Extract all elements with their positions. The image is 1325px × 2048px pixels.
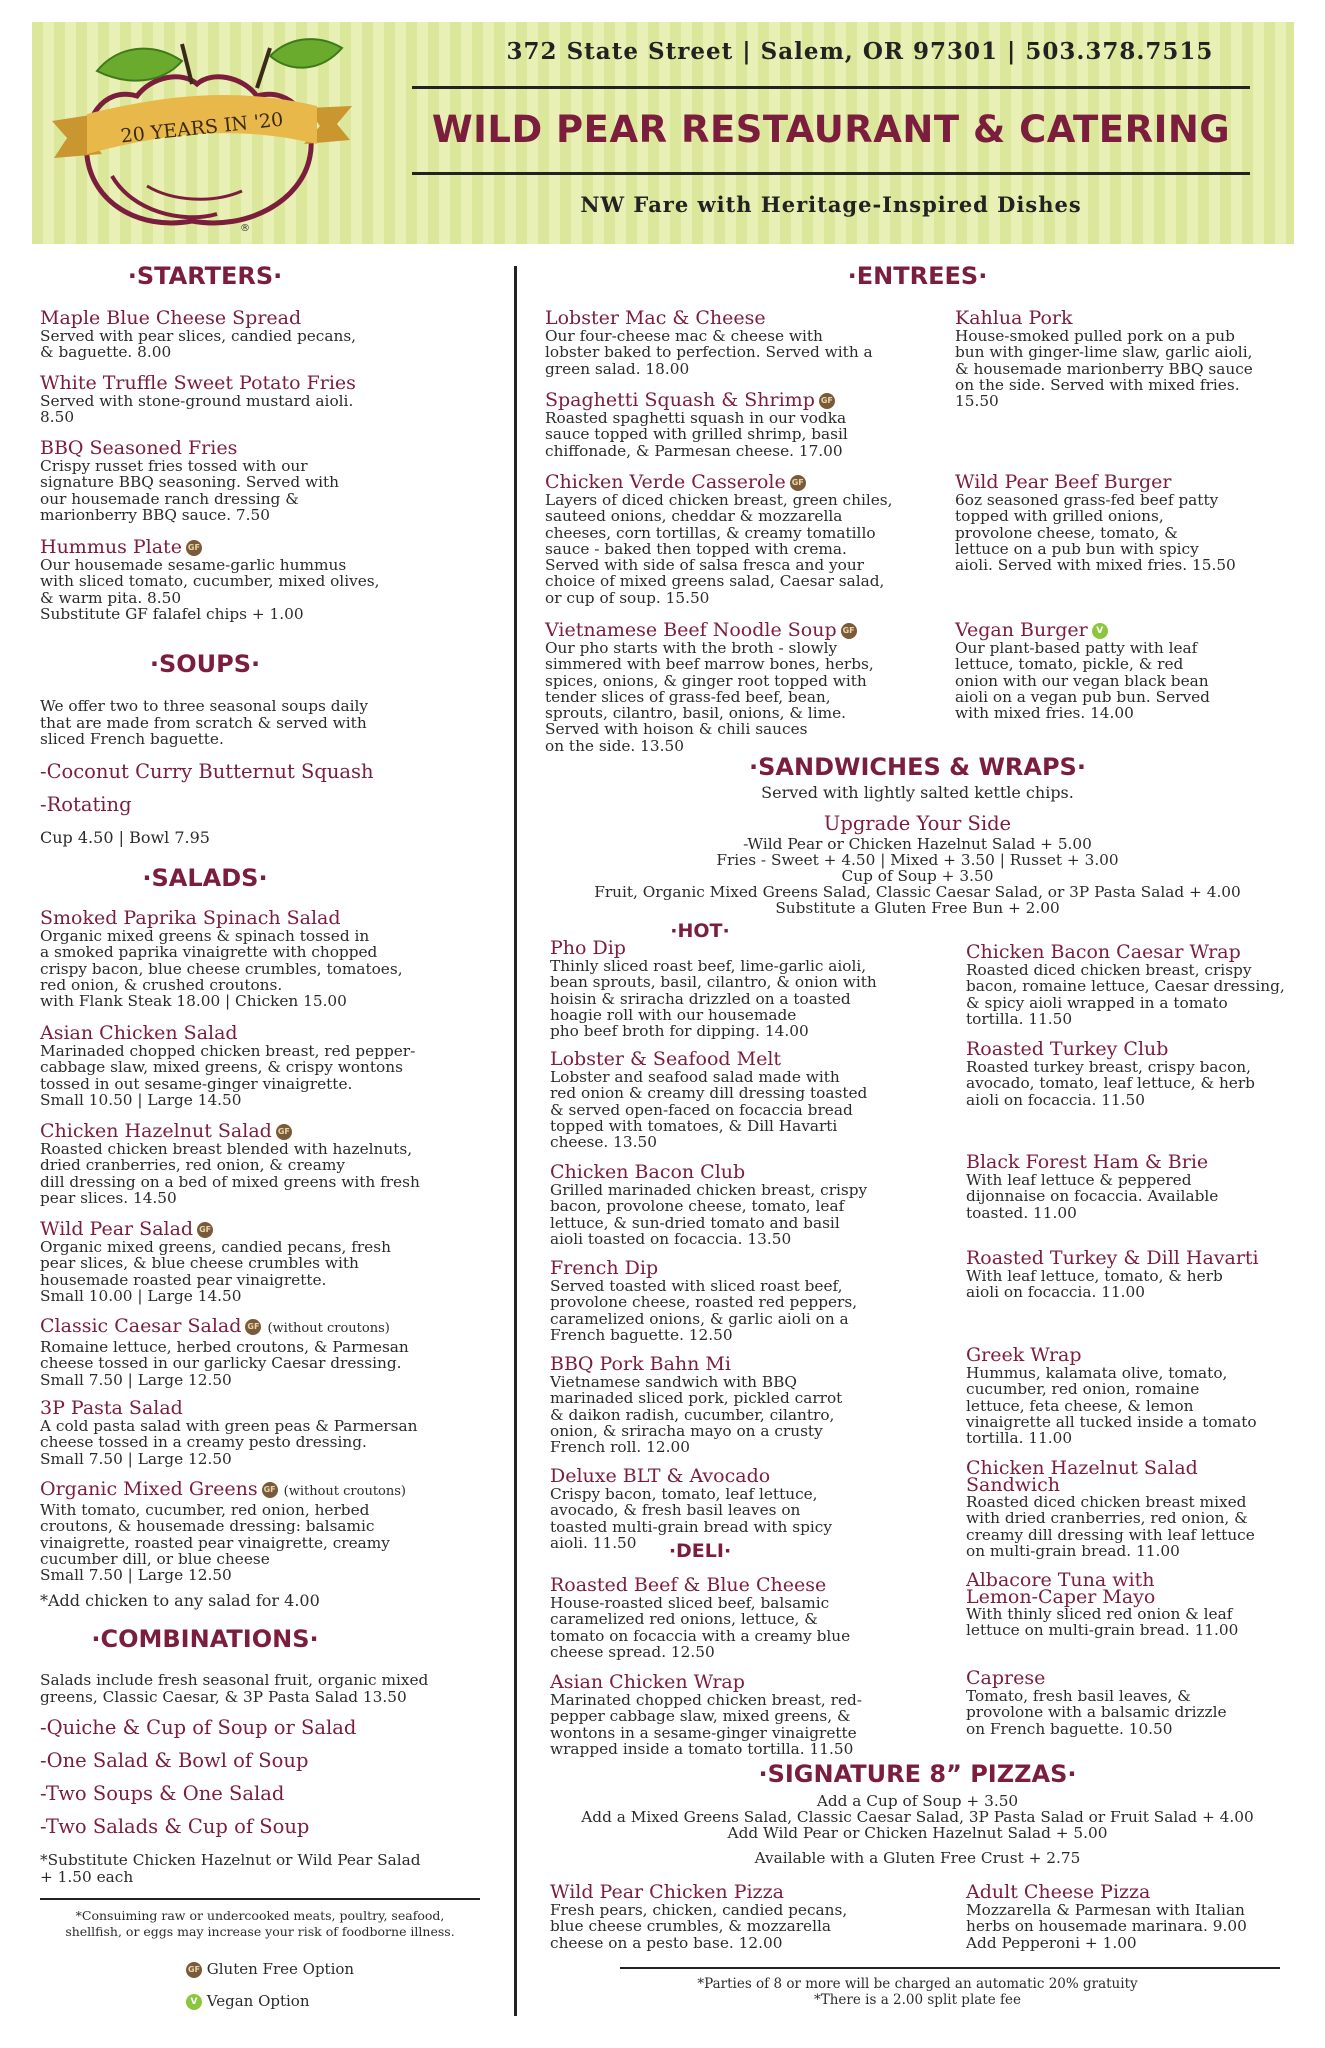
item-name: Kahlua Pork bbox=[955, 307, 1073, 329]
menu-item-caprese bbox=[966, 1668, 1227, 1737]
item-desc: Our plant-based patty with leaf lettuce, tomato, pickle, & red onion with our vegan black bean aioli on a vegan pub bun. Served with mixed fries. 14.00 bbox=[955, 639, 1210, 723]
upgrade-line-2: Fries - Sweet + 4.50 | Mixed + 3.50 | Russet + 3.00 bbox=[716, 851, 1119, 869]
item-name: Caprese bbox=[966, 1667, 1046, 1689]
hot-title: ·HOT· bbox=[670, 920, 730, 942]
column-divider bbox=[514, 266, 517, 2016]
item-name: Deluxe BLT & Avocado bbox=[550, 1465, 771, 1487]
menu-item-pho-soup bbox=[545, 620, 874, 754]
item-desc: Layers of diced chicken breast, green chiles, sauteed onions, cheddar & mozzarella cheeses, corn tortillas, & creamy tomatillo sauce - baked then topped with crema. Served with side of salsa fresca and your choice of mixed greens salad, Caesar salad, or cup of soup. 15.50 bbox=[545, 491, 893, 607]
pizza-addon-3: Add Wild Pear or Chicken Hazelnut Salad + 5.00 bbox=[727, 1824, 1108, 1842]
gluten-free-icon: GF bbox=[186, 1962, 202, 1978]
item-desc: Marinated chopped chicken breast, red- pepper cabbage slaw, mixed greens, & wontons in a sesame-ginger vinaigrette wrapped inside a tomato tortilla. 11.50 bbox=[550, 1691, 862, 1758]
pizza-addon-1: Add a Cup of Soup + 3.50 bbox=[816, 1792, 1019, 1810]
soups-title: ·SOUPS· bbox=[149, 650, 261, 678]
item-name: Greek Wrap bbox=[966, 1344, 1082, 1366]
pizzas-title: ·SIGNATURE 8” PIZZAS· bbox=[758, 1760, 1077, 1788]
menu-item-albacore-tuna bbox=[966, 1569, 1239, 1640]
item-name: Smoked Paprika Spinach Salad bbox=[40, 907, 341, 929]
item-desc: Thinly sliced roast beef, lime-garlic aioli, bean sprouts, basil, cilantro, & onion with hoisin & sriracha drizzled on a toasted hoagie roll with our housemade pho beef broth for dipping. 14.00 bbox=[550, 957, 877, 1041]
header-banner bbox=[32, 22, 1294, 244]
salads-title: ·SALADS· bbox=[142, 864, 268, 892]
gluten-free-icon: GF bbox=[819, 393, 835, 409]
item-name: Spaghetti Squash & Shrimp GF bbox=[545, 389, 833, 411]
item-name: Lobster & Seafood Melt bbox=[550, 1048, 782, 1070]
item-name: Hummus Plate GF bbox=[40, 536, 200, 558]
menu-item-maple-blue-cheese bbox=[40, 308, 356, 361]
menu-item-lobster-mac bbox=[545, 308, 873, 377]
item-name: Lobster Mac & Cheese bbox=[545, 307, 766, 329]
item-name: Roasted Turkey Club bbox=[966, 1038, 1169, 1060]
right-footer-rule bbox=[620, 1967, 1280, 1969]
menu-item-kahlua-pork bbox=[955, 308, 1253, 409]
item-desc: Vietnamese sandwich with BBQ marinaded sliced pork, pickled carrot & daikon radish, cucumber, cilantro, onion, & sriracha mayo on a crusty French roll. 12.00 bbox=[550, 1373, 843, 1457]
sandwiches-title: ·SANDWICHES & WRAPS· bbox=[749, 753, 1086, 781]
item-desc: Roasted chicken breast blended with hazelnuts, dried cranberries, red onion, & creamy dill dressing on a bed of mixed greens with fresh pear slices. 14.50 bbox=[40, 1140, 420, 1207]
item-name: Pho Dip bbox=[550, 937, 626, 959]
item-desc: Roasted diced chicken breast, crispy bacon, romaine lettuce, Caesar dressing, & spicy aioli wrapped in a tomato tortilla. 11.50 bbox=[966, 961, 1285, 1028]
menu-item-chicken-hazelnut-salad bbox=[40, 1121, 420, 1206]
item-name: White Truffle Sweet Potato Fries bbox=[40, 372, 356, 394]
menu-item-pasta-salad bbox=[40, 1398, 417, 1467]
gluten-free-icon: GF bbox=[262, 1482, 278, 1498]
item-desc: Served with stone-ground mustard aioli. 8.50 bbox=[40, 392, 354, 427]
item-desc: Organic mixed greens, candied pecans, fresh pear slices, & blue cheese crumbles with housemade roasted pear vinaigrette. Small 10.00 | Large 14.50 bbox=[40, 1238, 391, 1305]
logo-banner-text: 20 YEARS IN '20 bbox=[119, 108, 285, 148]
item-desc: Our housemade sesame-garlic hummus with sliced tomato, cucumber, mixed olives, & warm pita. 8.50 Substitute GF falafel chips + 1.00 bbox=[40, 556, 380, 623]
item-name: Roasted Turkey & Dill Havarti bbox=[966, 1247, 1259, 1269]
menu-item-spaghetti-squash bbox=[545, 390, 848, 459]
left-footer-rule bbox=[40, 1898, 480, 1900]
combo-option-2: -One Salad & Bowl of Soup bbox=[40, 1749, 309, 1772]
item-name: Chicken Hazelnut Salad Sandwich bbox=[966, 1457, 1198, 1496]
menu-item-vegan-burger bbox=[955, 620, 1210, 721]
menu-item-hazelnut-sandwich bbox=[966, 1457, 1255, 1560]
item-name: BBQ Pork Bahn Mi bbox=[550, 1353, 731, 1375]
gluten-free-icon: GF bbox=[790, 475, 806, 491]
vegan-legend: V Vegan Option bbox=[182, 1992, 310, 2010]
menu-item-pho-dip bbox=[550, 938, 877, 1039]
item-name: BBQ Seasoned Fries bbox=[40, 437, 238, 459]
item-desc: Roasted spaghetti squash in our vodka sauce topped with grilled shrimp, basil chiffonade, & Parmesan cheese. 17.00 bbox=[545, 409, 848, 460]
item-name: Albacore Tuna with Lemon-Caper Mayo bbox=[966, 1569, 1156, 1608]
pizza-gf-crust: Available with a Gluten Free Crust + 2.75 bbox=[754, 1849, 1081, 1867]
item-desc: With leaf lettuce, tomato, & herb aioli on focaccia. 11.00 bbox=[966, 1267, 1223, 1302]
deli-title: ·DELI· bbox=[668, 1540, 732, 1562]
menu-item-chicken-bacon-club bbox=[550, 1162, 867, 1247]
registered-mark: ® bbox=[240, 223, 250, 234]
menu-item-turkey-havarti bbox=[966, 1248, 1259, 1301]
menu-item-ham-brie bbox=[966, 1152, 1218, 1221]
gluten-free-icon: GF bbox=[276, 1124, 292, 1140]
item-name: Vegan Burger V bbox=[955, 620, 1210, 640]
soup-option-1: -Coconut Curry Butternut Squash bbox=[40, 760, 374, 783]
starters-title: ·STARTERS· bbox=[127, 262, 283, 290]
item-desc: Fresh pears, chicken, candied pecans, blue cheese crumbles, & mozzarella cheese on a pesto base. 12.00 bbox=[550, 1901, 848, 1952]
item-name: Roasted Beef & Blue Cheese bbox=[550, 1574, 827, 1596]
vegan-icon: V bbox=[186, 1994, 202, 2010]
item-name: 3P Pasta Salad bbox=[40, 1397, 183, 1419]
item-name: Chicken Bacon Club bbox=[550, 1161, 746, 1183]
item-name: Vietnamese Beef Noodle Soup GF bbox=[545, 619, 855, 641]
menu-item-asian-wrap bbox=[550, 1672, 862, 1757]
item-desc: With leaf lettuce & peppered dijonnaise on focaccia. Available toasted. 11.00 bbox=[966, 1171, 1219, 1222]
item-desc: 6oz seasoned grass-fed beef patty topped with grilled onions, provolone cheese, tomato, & lettuce on a pub bun with spicy aioli. Served with mixed fries. 15.50 bbox=[955, 491, 1236, 575]
upgrade-line-5: Substitute a Gluten Free Bun + 2.00 bbox=[775, 899, 1060, 917]
item-name: Classic Caesar Salad GF (without croutons) bbox=[40, 1315, 390, 1337]
item-desc: Served with pear slices, candied pecans, & baguette. 8.00 bbox=[40, 327, 357, 362]
menu-item-wild-pear-pizza bbox=[550, 1882, 847, 1951]
item-desc: Romaine lettuce, herbed croutons, & Parmesan cheese tossed in our garlicky Caesar dressing. Small 7.50 | Large 12.50 bbox=[40, 1338, 409, 1389]
item-desc: Tomato, fresh basil leaves, & provolone with a balsamic drizzle on French baguette. 10.50 bbox=[966, 1687, 1227, 1738]
item-name: Organic Mixed Greens GF (without croutons) bbox=[40, 1478, 406, 1500]
menu-item-asian-chicken-salad bbox=[40, 1023, 415, 1108]
upgrade-line-4: Fruit, Organic Mixed Greens Salad, Classic Caesar Salad, or 3P Pasta Salad + 4.00 bbox=[594, 883, 1241, 901]
restaurant-name: WILD PEAR RESTAURANT & CATERING bbox=[431, 108, 1231, 151]
item-desc: With thinly sliced red onion & leaf lettuce on multi-grain bread. 11.00 bbox=[966, 1605, 1239, 1640]
gluten-free-icon: GF bbox=[245, 1319, 261, 1335]
menu-item-turkey-club bbox=[966, 1039, 1255, 1108]
item-desc: Organic mixed greens & spinach tossed in a smoked paprika vinaigrette with chopped crispy bacon, blue cheese crumbles, tomatoes, red onion, & crushed croutons. with Flank Steak 18.00 | Chicken 15.00 bbox=[40, 927, 403, 1011]
combinations-intro: Salads include fresh seasonal fruit, organic mixed greens, Classic Caesar, & 3P Pasta Salad 13.50 bbox=[40, 1671, 429, 1706]
item-desc: Crispy russet fries tossed with our signature BBQ seasoning. Served with our housemade ranch dressing & marionberry BBQ sauce. 7.50 bbox=[40, 457, 339, 524]
item-desc: Hummus, kalamata olive, tomato, cucumber, red onion, romaine lettuce, feta cheese, & lemon vinaigrette all tucked inside a tomato tortilla. 11.00 bbox=[966, 1364, 1257, 1448]
menu-item-caesar-wrap bbox=[966, 942, 1285, 1027]
combo-substitute-note: *Substitute Chicken Hazelnut or Wild Pear Salad + 1.50 each bbox=[40, 1851, 421, 1886]
combinations-title: ·COMBINATIONS· bbox=[91, 1625, 319, 1653]
gluten-free-icon: GF bbox=[197, 1222, 213, 1238]
item-name: Asian Chicken Wrap bbox=[550, 1671, 745, 1693]
soups-intro: We offer two to three seasonal soups daily that are made from scratch & served with sliced French baguette. bbox=[40, 697, 369, 748]
item-name: Asian Chicken Salad bbox=[40, 1022, 238, 1044]
item-desc: Roasted diced chicken breast mixed with dried cranberries, red onion, & creamy dill dressing with leaf lettuce on multi-grain bread. 11.00 bbox=[966, 1493, 1255, 1560]
item-name: French Dip bbox=[550, 1257, 659, 1279]
item-name: Wild Pear Chicken Pizza bbox=[550, 1881, 784, 1903]
soup-option-2: -Rotating bbox=[40, 793, 132, 816]
menu-item-cheese-pizza bbox=[966, 1882, 1247, 1951]
combo-option-3: -Two Soups & One Salad bbox=[40, 1782, 285, 1805]
item-desc: Roasted turkey breast, crispy bacon, avocado, tomato, leaf lettuce, & herb aioli on focaccia. 11.50 bbox=[966, 1058, 1255, 1109]
salad-addon-note: *Add chicken to any salad for 4.00 bbox=[40, 1591, 320, 1610]
upgrade-title: Upgrade Your Side bbox=[823, 812, 1012, 835]
menu-item-truffle-fries bbox=[40, 373, 356, 426]
upgrade-line-1: -Wild Pear or Chicken Hazelnut Salad + 5.00 bbox=[743, 835, 1092, 853]
item-desc: Grilled marinaded chicken breast, crispy bacon, provolone cheese, tomato, leaf lettuce, & sun-dried tomato and basil aioli toasted on focaccia. 13.50 bbox=[550, 1181, 868, 1248]
item-desc: Crispy bacon, tomato, leaf lettuce, avocado, & fresh basil leaves on toasted multi-grain bread with spicy aioli. 11.50 bbox=[550, 1485, 832, 1552]
vegan-icon: V bbox=[1092, 623, 1108, 639]
item-desc: Our pho starts with the broth - slowly simmered with beef marrow bones, herbs, spices, onions, & ginger root topped with tender slices of grass-fed beef, bean, sprouts, cilantro, basil, onions, & lime. Served with hoison & chili sauces on the side. 13.50 bbox=[545, 639, 874, 755]
menu-item-bahn-mi bbox=[550, 1354, 842, 1455]
menu-item-hummus-plate bbox=[40, 537, 380, 622]
item-name: Chicken Bacon Caesar Wrap bbox=[966, 941, 1241, 963]
item-note: (without croutons) bbox=[283, 1484, 406, 1499]
menu-item-wild-pear-salad bbox=[40, 1219, 391, 1304]
entrees-title: ·ENTREES· bbox=[847, 262, 988, 290]
tagline: NW Fare with Heritage-Inspired Dishes bbox=[580, 192, 1082, 217]
header-rule-top bbox=[412, 86, 1250, 89]
header-rule-bottom bbox=[412, 172, 1250, 175]
item-desc: House-smoked pulled pork on a pub bun with ginger-lime slaw, garlic aioli, & housemade marionberry BBQ sauce on the side. Served with mixed fries. 15.50 bbox=[955, 327, 1253, 411]
menu-item-french-dip bbox=[550, 1258, 857, 1343]
soup-price: Cup 4.50 | Bowl 7.95 bbox=[40, 828, 210, 847]
upgrade-line-3: Cup of Soup + 3.50 bbox=[841, 867, 994, 885]
pizza-addon-2: Add a Mixed Greens Salad, Classic Caesar Salad, 3P Pasta Salad or Fruit Salad + 4.00 bbox=[581, 1808, 1254, 1826]
address-line: 372 State Street | Salem, OR 97301 | 503.378.7515 bbox=[506, 38, 1214, 65]
item-desc: Served toasted with sliced roast beef, provolone cheese, roasted red peppers, caramelized onions, & garlic aioli on a French baguette. 12.50 bbox=[550, 1277, 858, 1344]
item-name: Chicken Verde Casserole GF bbox=[545, 471, 804, 493]
item-name: Adult Cheese Pizza bbox=[966, 1881, 1151, 1903]
combo-option-1: -Quiche & Cup of Soup or Salad bbox=[40, 1716, 357, 1739]
item-name: Maple Blue Cheese Spread bbox=[40, 307, 302, 329]
item-desc: Lobster and seafood salad made with red onion & creamy dill dressing toasted & served open-faced on focaccia bread topped with tomatoes, & Dill Havarti cheese. 13.50 bbox=[550, 1068, 868, 1152]
combo-option-4: -Two Salads & Cup of Soup bbox=[40, 1815, 310, 1838]
item-name: Wild Pear Salad GF bbox=[40, 1218, 212, 1240]
item-desc: Our four-cheese mac & cheese with lobster baked to perfection. Served with a green salad. 18.00 bbox=[545, 327, 873, 378]
gluten-free-icon: GF bbox=[841, 623, 857, 639]
menu-item-blt bbox=[550, 1466, 832, 1551]
item-desc: House-roasted sliced beef, balsamic caramelized red onions, lettuce, & tomato on focaccia with a creamy blue cheese spread. 12.50 bbox=[550, 1594, 851, 1661]
menu-item-mixed-greens bbox=[40, 1479, 406, 1583]
item-note: (without croutons) bbox=[267, 1321, 390, 1336]
raw-food-warning: *Consuiming raw or undercooked meats, poultry, seafood, shellfish, or eggs may increase your risk of foodborne illness. bbox=[65, 1908, 455, 1939]
item-name: Chicken Hazelnut Salad GF bbox=[40, 1120, 290, 1142]
item-desc: With tomato, cucumber, red onion, herbed croutons, & housemade dressing: balsamic vinaigrette, roasted pear vinaigrette, creamy cucumber dill, or blue cheese Small 7.50 | Large 12.50 bbox=[40, 1501, 390, 1585]
gluten-free-icon: GF bbox=[186, 540, 202, 556]
item-name: Wild Pear Beef Burger bbox=[955, 471, 1172, 493]
menu-item-caesar-salad bbox=[40, 1316, 409, 1388]
item-desc: Marinaded chopped chicken breast, red pepper- cabbage slaw, mixed greens, & crispy wontons tossed in out sesame-ginger vinaigrette. Small 10.50 | Large 14.50 bbox=[40, 1042, 416, 1109]
menu-item-roast-beef-blue bbox=[550, 1575, 850, 1660]
menu-item-beef-burger bbox=[955, 472, 1236, 573]
item-name: Black Forest Ham & Brie bbox=[966, 1151, 1209, 1173]
item-desc: Mozzarella & Parmesan with Italian herbs on housemade marinara. 9.00 Add Pepperoni + 1.00 bbox=[966, 1901, 1247, 1952]
menu-item-spinach-salad bbox=[40, 908, 403, 1009]
menu-item-chicken-verde bbox=[545, 472, 893, 606]
sandwiches-subtitle: Served with lightly salted kettle chips. bbox=[761, 783, 1074, 802]
gratuity-note: *Parties of 8 or more will be charged an automatic 20% gratuity *There is a 2.00 split plate fee bbox=[697, 1976, 1138, 2008]
menu-item-greek-wrap bbox=[966, 1345, 1257, 1446]
pear-logo bbox=[42, 26, 362, 238]
item-desc: A cold pasta salad with green peas & Parmersan cheese tossed in a creamy pesto dressing. Small 7.50 | Large 12.50 bbox=[40, 1417, 418, 1468]
gf-legend: GF Gluten Free Option bbox=[187, 1960, 355, 1978]
menu-item-lobster-melt bbox=[550, 1049, 867, 1150]
menu-item-bbq-fries bbox=[40, 438, 339, 523]
